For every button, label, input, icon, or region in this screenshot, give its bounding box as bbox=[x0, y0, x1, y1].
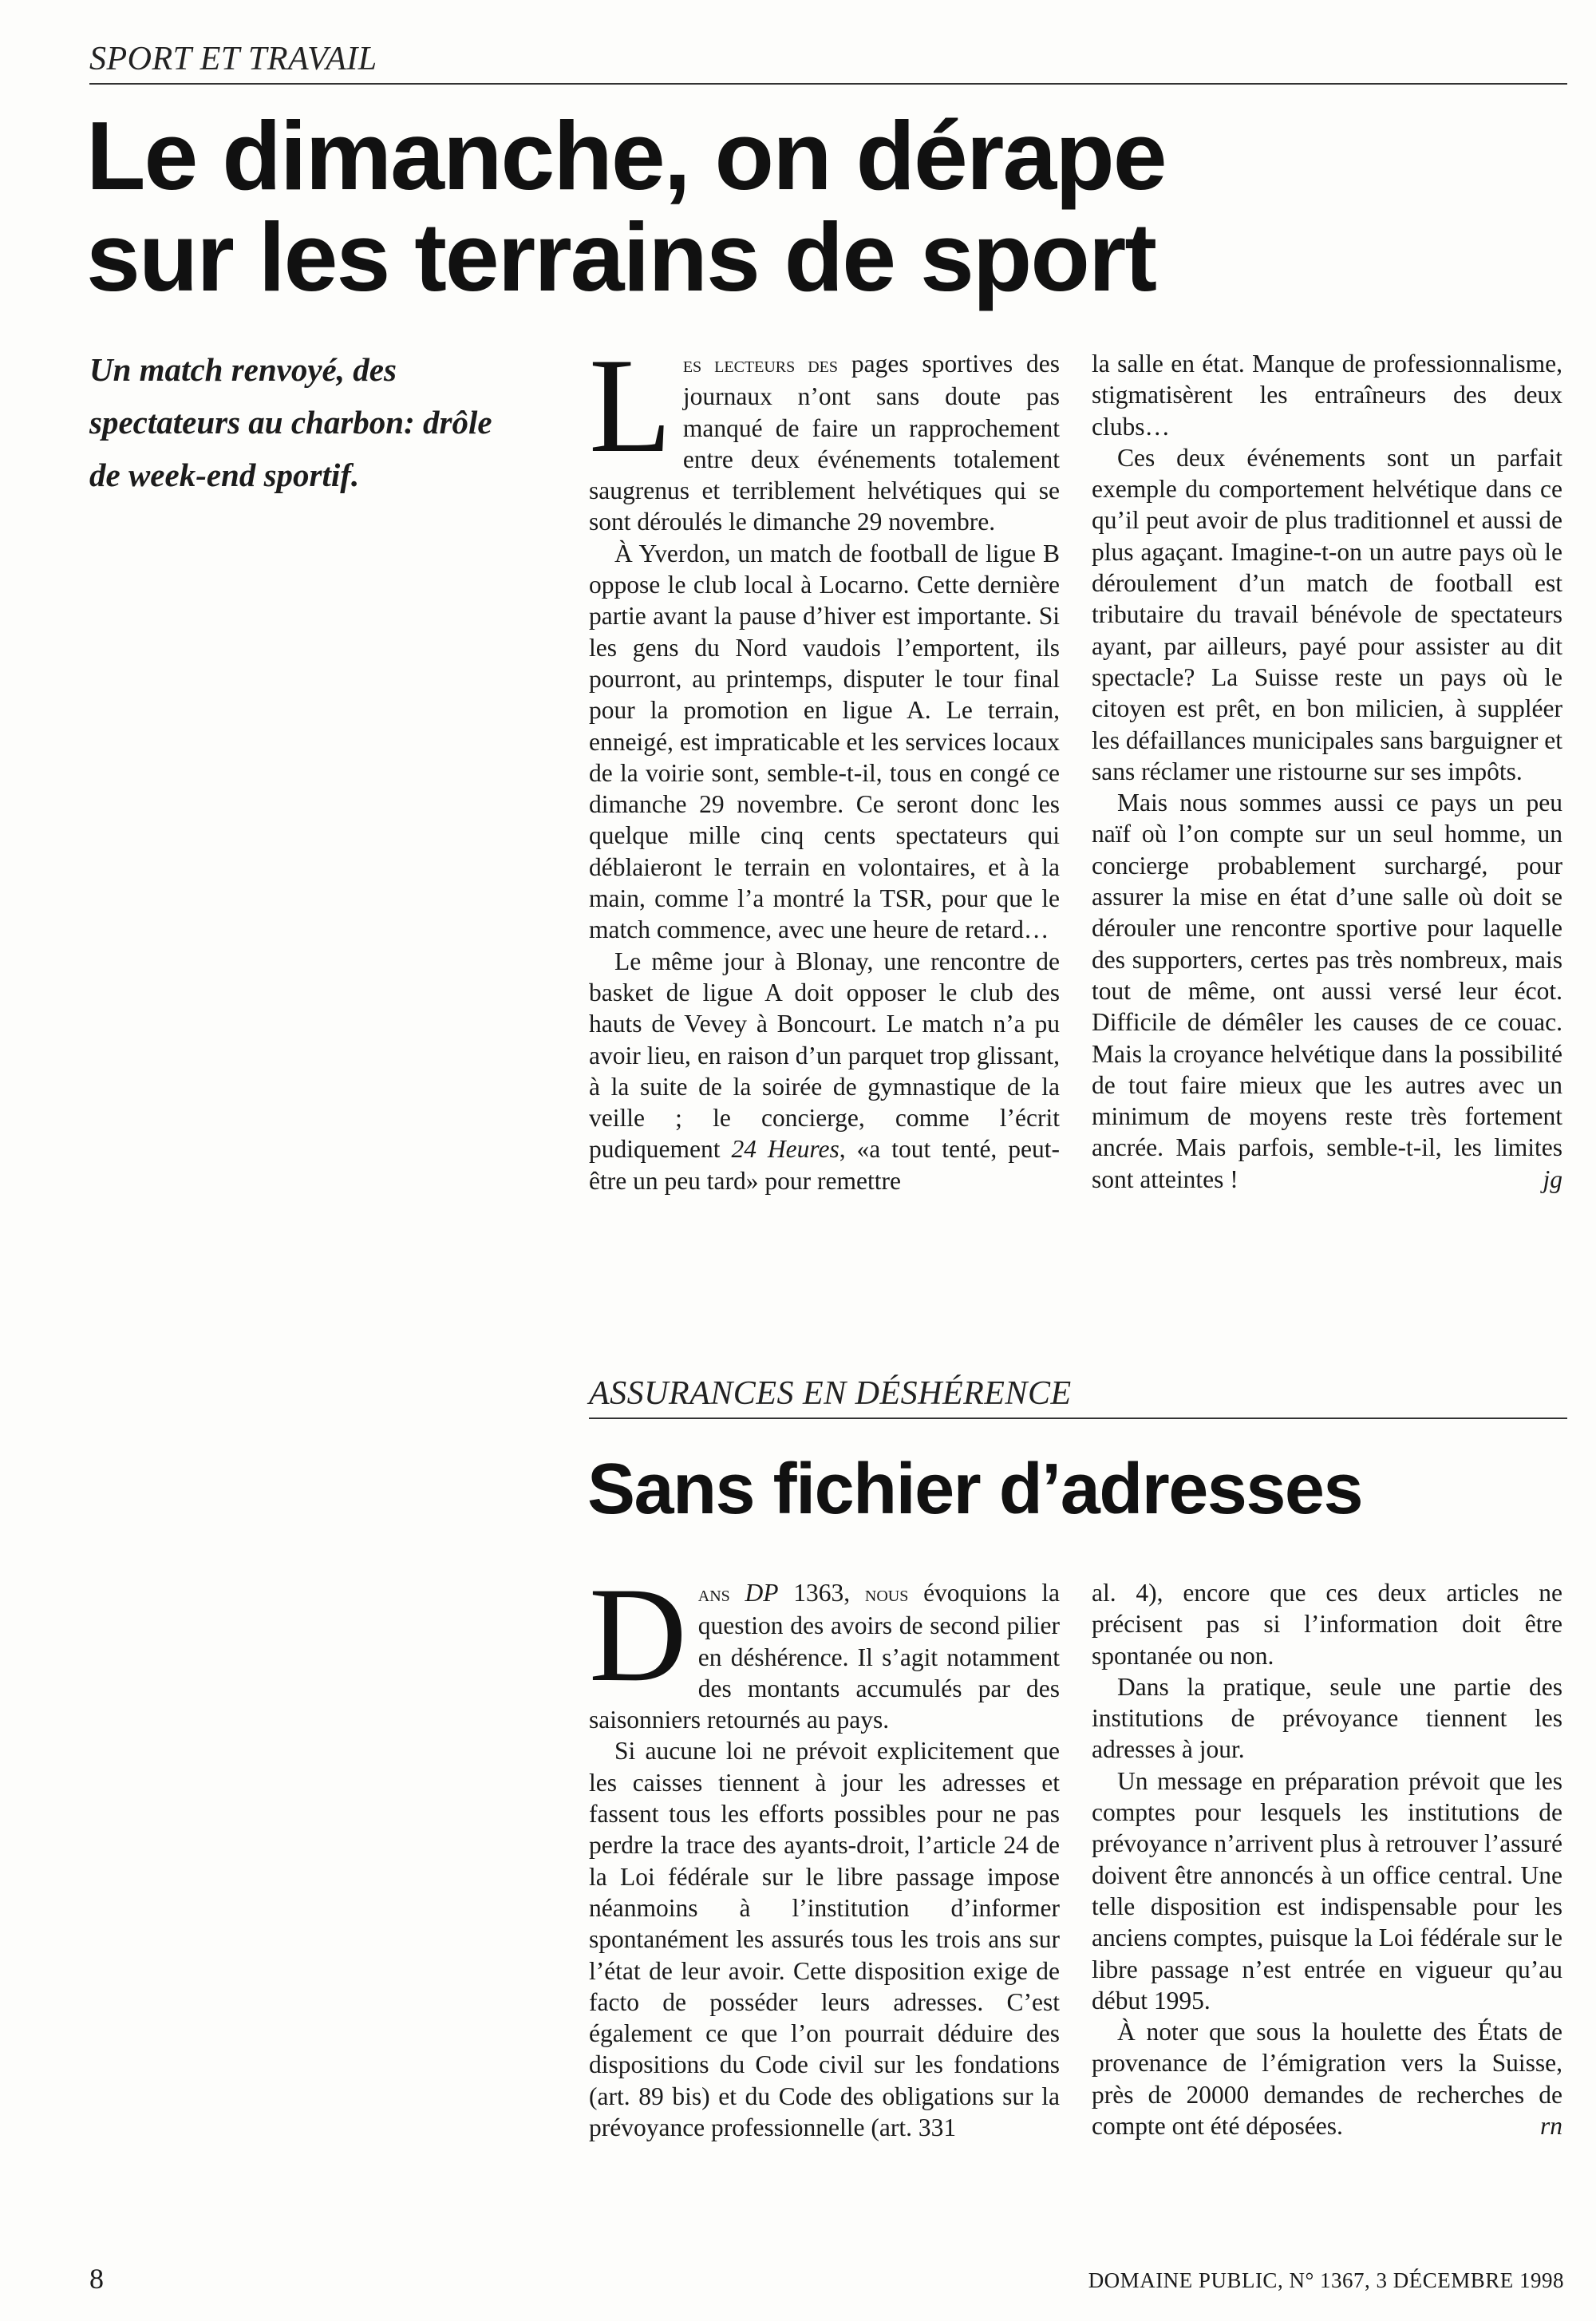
article-headline-2: Sans fichier d’adresses bbox=[587, 1449, 1363, 1529]
lead-in: es lecteurs des bbox=[682, 353, 839, 378]
paragraph-text: À noter que sous la houlette des États de provenance de l’émigration vers la Suisse, près de 20000 demandes de recherches de compte ont été déposées. bbox=[1092, 2018, 1562, 2141]
paragraph bbox=[589, 330, 1060, 538]
paragraph: À Yverdon, un match de football de ligue B oppose le club local à Locarno. Cette dernière partie avant la pause d’hiver est importante. Si les gens du Nord vaudois l’emportent, ils pourront, au printemps, disputer le tour final pour la promotion en ligue A. Le terrain, enneigé, est impraticable et les services locaux de la voirie sont, semble-t-il, tous en congé ce dimanche 29 novembre. Ce seront donc les quelque mille cinq cents spectateurs qui déblaieront le terrain en volontaires, et à la main, comme l’a montré la TSR, pour que le match commence, avec une heure de retard… bbox=[589, 539, 1060, 944]
section-rule bbox=[89, 83, 1567, 85]
page-number: 8 bbox=[89, 2263, 104, 2295]
article-headline bbox=[86, 101, 1283, 311]
lead-in: ans bbox=[697, 1582, 730, 1607]
paragraph: Ces deux événements sont un parfait exemple du comportement helvétique dans ce qu’il peut avoir de plus traditionnel et aussi de plus agaçant. Imagine-t-on un autre pays où le déroulement d’un match de football est tributaire du travail bénévole de spectateurs ayant, par ailleurs, payé pour assister au dit spectacle? La Suisse reste un pays où le citoyen est prêt, en bon milicien, à suppléer les défaillances municipales sans barguigner et sans réclamer une ristourne sur ses impôts. bbox=[1092, 443, 1562, 785]
lead-in: nous bbox=[864, 1582, 909, 1607]
paragraph-text: Mais nous sommes aussi ce pays un peu naïf où l’on compte sur un seul homme, un concierge probablement surchargé, pour assurer la mise en état d’une salle où doit se dérouler une rencontre sportive pour laquelle des supporters, certes pas très nombreux, mais tout de même, ont aussi versé leur écot. Difficile de démêler les causes de ce couac. Mais la croyance helvétique dans la possibilité de tout faire mieux que les autres avec un minimum de moyens reste très fortement ancrée. Mais parfois, semble-t-il, les limites sont atteintes ! bbox=[1092, 789, 1562, 1193]
section-rubric-2: ASSURANCES EN DÉSHÉRENCE bbox=[589, 1375, 1072, 1412]
headline-line-1: Le dimanche, on dérape bbox=[86, 101, 1166, 210]
paragraph bbox=[1092, 2016, 1562, 2141]
paragraph: Un message en préparation prévoit que les comptes pour lesquels les institutions de prévoyance n’arrivent plus à retrouver l’assuré doivent être annoncés à un office central. Une telle disposition est indispensable pour les anciens comptes, puisque la Loi fédérale sur le libre passage n’est entrée en vigueur qu’au début 1995. bbox=[1092, 1766, 1562, 2015]
newspaper-name: 24 Heures bbox=[731, 1135, 839, 1164]
drop-cap: D bbox=[589, 1560, 687, 1710]
paragraph bbox=[589, 946, 1060, 1196]
paragraph: al. 4), encore que ces deux articles ne précisent pas si l’information doit être spontanée ou non. bbox=[1092, 1579, 1562, 1670]
article-column-2 bbox=[1092, 348, 1562, 1195]
paragraph bbox=[1092, 787, 1562, 1195]
paragraph: Si aucune loi ne prévoit explicitement que les caisses tiennent à jour les adresses et fassent tous les efforts possibles pour ne pas perdre la trace des ayants-droit, l’article 24 de la Loi fédérale sur le libre passage impose néanmoins à l’institution d’informer spontanément les assurés tous les trois ans sur l’état de leur avoir. Cette disposition exige de facto de posséder leurs adresses. C’est également ce que l’on pourrait déduire des dispositions du Code civil sur les fondations (art. 89 bis) et du Code des obligations sur la prévoyance professionnelle (art. 331 bbox=[589, 1737, 1060, 2142]
paragraph bbox=[589, 1560, 1061, 1735]
section-rubric: SPORT ET TRAVAIL bbox=[89, 41, 377, 77]
author-signature: rn bbox=[1539, 2112, 1562, 2141]
paragraph: Dans la pratique, seule une partie des institutions de prévoyance tiennent les adresses à jour. bbox=[1092, 1672, 1562, 1764]
paragraph: la salle en état. Manque de professionnalisme, stigmatisèrent les entraîneurs des deux clubs… bbox=[1092, 350, 1562, 441]
headline-line-2: sur les terrains de sport bbox=[86, 202, 1156, 311]
section-rule-2 bbox=[589, 1418, 1567, 1419]
article-standfirst: Un match renvoyé, des spectateurs au charbon: drôle de week-end sportif. bbox=[89, 351, 492, 493]
article2-column-2 bbox=[1092, 1577, 1562, 2141]
paragraph-text: , «a tout tenté, peut-être un peu tard» pour remettre bbox=[589, 1135, 1060, 1195]
author-signature: jg bbox=[1543, 1164, 1562, 1193]
article2-column-1 bbox=[589, 1560, 1061, 2143]
paragraph-text: évoquions la question des avoirs de second pilier en déshérence. Il s’agit notamment des montants accumulés par des saisonniers retournés au pays. bbox=[589, 1579, 1061, 1734]
article-column-1 bbox=[589, 330, 1060, 1196]
paragraph-text: pages sportives des journaux n’ont sans doute pas manqué de faire un rapprochement entre deux événements totalement saugrenus et terriblement helvétiques qui se sont déroulés le dimanche 29 novembre. bbox=[589, 350, 1060, 536]
lead-in-number: 1363, bbox=[793, 1579, 851, 1607]
drop-cap: L bbox=[589, 330, 672, 480]
lead-in-italic: DP bbox=[745, 1579, 779, 1607]
paragraph-text: Le même jour à Blonay, une rencontre de basket de ligue A doit opposer le club des hauts de Vevey à Boncourt. Le match n’a pu avoir lieu, en raison d’un parquet trop glissant, à la suite de la soirée de gymnastique de la veille ; le concierge, comme l’écrit pudiquement bbox=[589, 947, 1060, 1164]
publication-footer: DOMAINE PUBLIC, N° 1367, 3 DÉCEMBRE 1998 bbox=[1088, 2268, 1564, 2292]
